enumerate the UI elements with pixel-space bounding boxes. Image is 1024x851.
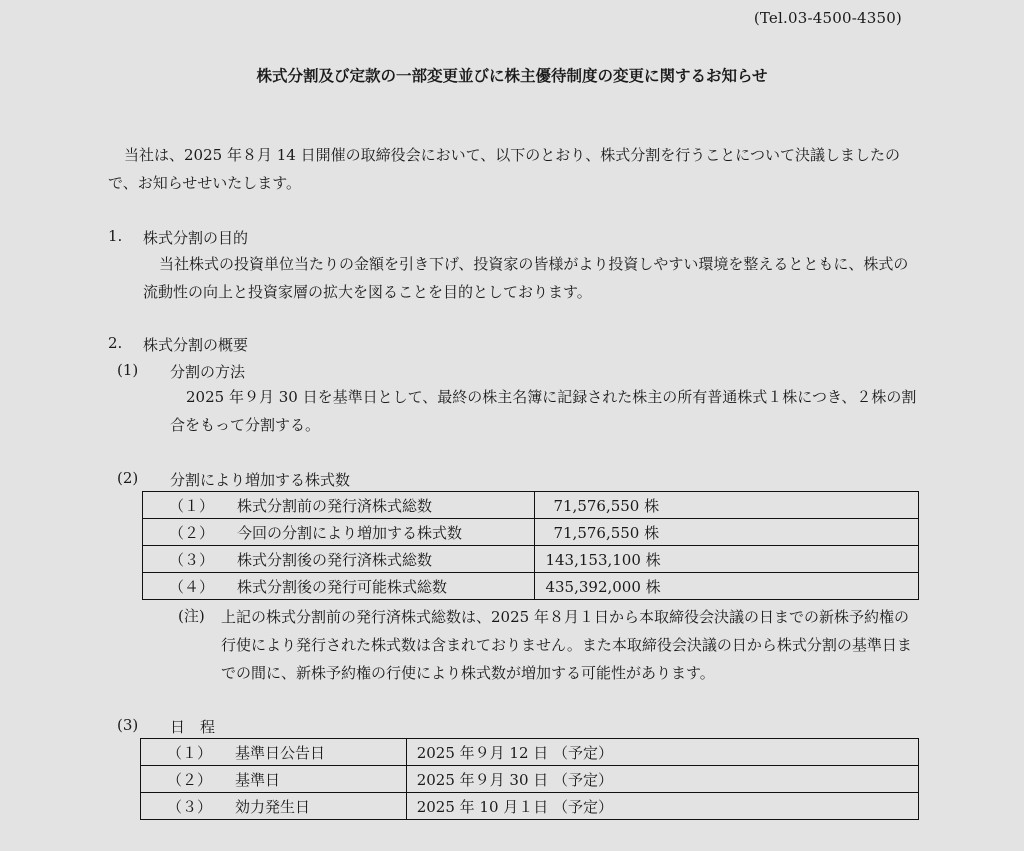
table-cell-value: 435,392,000 株 bbox=[535, 573, 919, 600]
schedule-number: (3) bbox=[117, 716, 139, 734]
section1-number: 1. bbox=[108, 227, 123, 245]
table-row bbox=[141, 739, 919, 766]
table-cell-label: （３） 効力発生日 bbox=[141, 793, 407, 820]
method-number: (1) bbox=[117, 361, 139, 379]
method-title: 分割の方法 bbox=[170, 363, 246, 381]
table-cell-value: 143,153,100 株 bbox=[535, 546, 919, 573]
table-cell-value: 2025 年９月 30 日 （予定） bbox=[406, 766, 918, 793]
table-row bbox=[141, 793, 919, 820]
header-tel: (Tel.03-4500-4350) bbox=[753, 9, 902, 27]
table-row bbox=[143, 492, 919, 519]
schedule-title: 日 程 bbox=[170, 718, 216, 736]
table-cell-value: 2025 年 10 月１日 （予定） bbox=[406, 793, 918, 820]
increase-number: (2) bbox=[117, 469, 139, 487]
section1-body: 当社株式の投資単位当たりの金額を引き下げ、投資家の皆様がより投資しやすい環境を整えるとともに、株式の流動性の向上と投資家層の拡大を図ることを目的としております。 bbox=[143, 255, 909, 301]
section2-number: 2. bbox=[108, 334, 123, 352]
table-cell-value: 71,576,550 株 bbox=[535, 492, 919, 519]
table-row bbox=[143, 573, 919, 600]
table-row bbox=[141, 766, 919, 793]
table-cell-label: （４） 株式分割後の発行可能株式総数 bbox=[143, 573, 535, 600]
table-row bbox=[143, 546, 919, 573]
table-cell-label: （２） 今回の分割により増加する株式数 bbox=[143, 519, 535, 546]
section1-title: 株式分割の目的 bbox=[143, 229, 249, 247]
note-mark: (注) bbox=[178, 607, 205, 625]
table-cell-label: （１） 株式分割前の発行済株式総数 bbox=[143, 492, 535, 519]
table-cell-label: （１） 基準日公告日 bbox=[141, 739, 407, 766]
table-row bbox=[143, 519, 919, 546]
section2-title: 株式分割の概要 bbox=[143, 336, 249, 354]
table-cell-value: 71,576,550 株 bbox=[535, 519, 919, 546]
table-cell-label: （３） 株式分割後の発行済株式総数 bbox=[143, 546, 535, 573]
method-body: 2025 年９月 30 日を基準日として、最終の株主名簿に記録された株主の所有普通株式１株につき、２株の割合をもって分割する。 bbox=[170, 388, 917, 434]
table-cell-value: 2025 年９月 12 日 （予定） bbox=[406, 739, 918, 766]
increase-table bbox=[142, 491, 919, 600]
document-title: 株式分割及び定款の一部変更並びに株主優待制度の変更に関するお知らせ bbox=[256, 66, 768, 85]
table-cell-label: （２） 基準日 bbox=[141, 766, 407, 793]
note-text: 上記の株式分割前の発行済株式総数は、2025 年８月１日から本取締役会決議の日までの新株予約権の行使により発行された株式数は含まれておりません。また本取締役会決議の日から株式分割の基準日までの間に、新株予約権の行使により株式数が増加する可能性があります。 bbox=[221, 608, 912, 682]
increase-title: 分割により増加する株式数 bbox=[170, 471, 351, 489]
intro-paragraph: 当社は、2025 年８月 14 日開催の取締役会において、以下のとおり、株式分割を行うことについて決議しましたので、お知らせせいたします。 bbox=[108, 146, 900, 192]
schedule-table bbox=[140, 738, 919, 820]
